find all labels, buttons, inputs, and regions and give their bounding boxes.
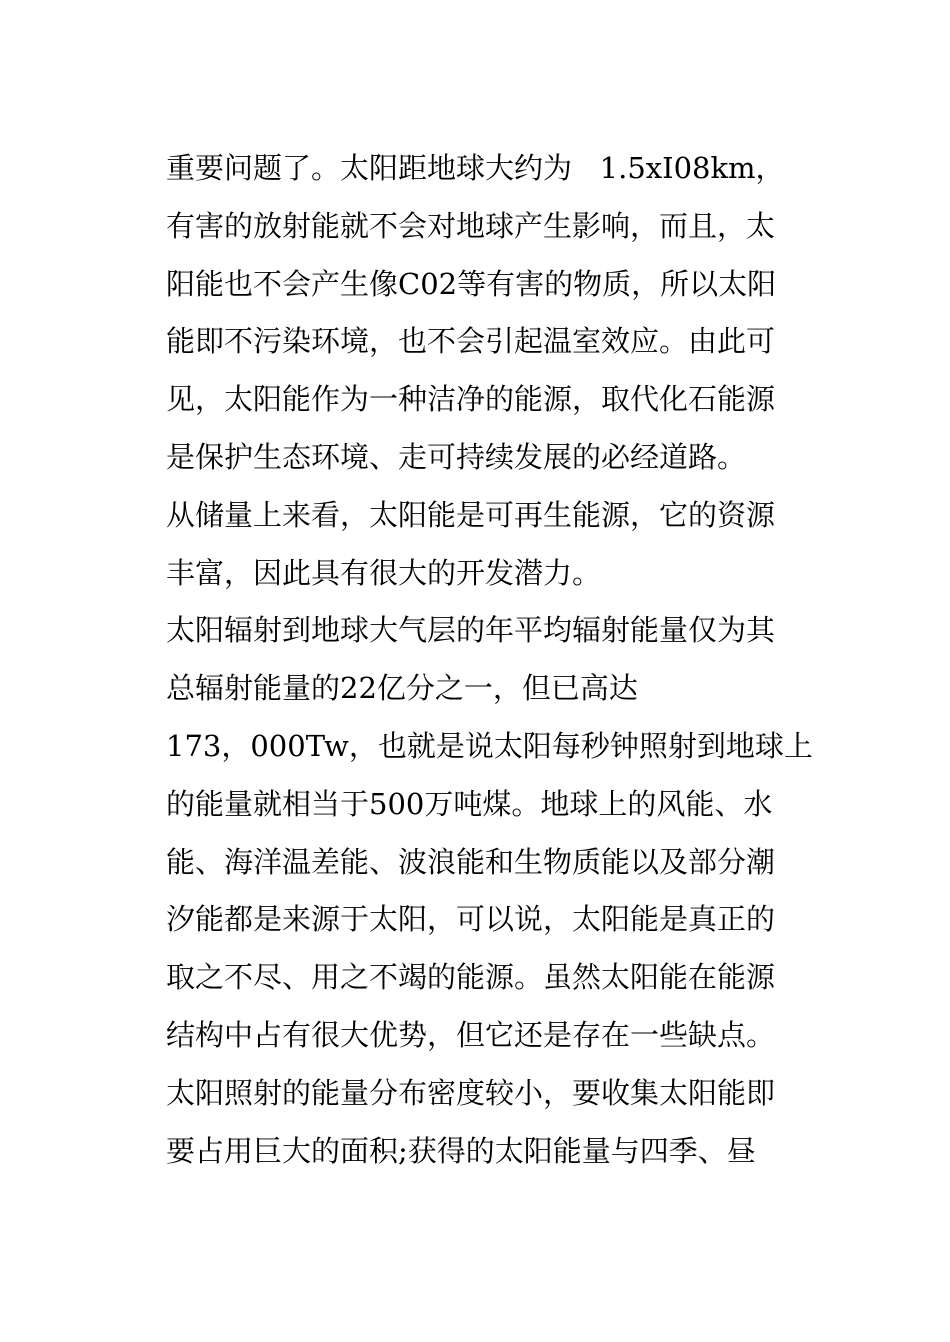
text-line: 重要问题了。太阳距地球大约为 1.5xI08km， — [166, 151, 785, 185]
text-line: 有害的放射能就不会对地球产生影响，而且，太 — [166, 208, 776, 243]
text-line: 的能量就相当于500万吨煤。地球上的风能、水 — [166, 786, 773, 821]
text-line: 阳能也不会产生像C02等有害的物质，所以太阳 — [166, 266, 777, 301]
text-line: 要占用巨大的面积;获得的太阳能量与四季、昼 — [166, 1133, 756, 1168]
text-line: 能即不污染环境，也不会引起温室效应。由此可 — [166, 324, 776, 359]
text-line: 汐能都是来源于太阳，可以说，太阳能是真正的 — [166, 902, 776, 937]
text-line: 能、海洋温差能、波浪能和生物质能以及部分潮 — [166, 844, 776, 879]
body-text — [166, 140, 813, 1180]
text-line: 是保护生态环境、走可持续发展的必经道路。 — [166, 439, 747, 474]
text-line: 总辐射能量的22亿分之一，但已高达 — [166, 671, 638, 706]
text-line: 太阳辐射到地球大气层的年平均辐射能量仅为其 — [166, 613, 776, 648]
text-line: 173，000Tw，也就是说太阳每秒钟照射到地球上 — [166, 728, 813, 763]
text-line: 太阳照射的能量分布密度较小，要收集太阳能即 — [166, 1075, 776, 1110]
text-line: 取之不尽、用之不竭的能源。虽然太阳能在能源 — [166, 960, 776, 995]
text-line: 从储量上来看，太阳能是可再生能源，它的资源 — [166, 497, 776, 532]
text-line: 见，太阳能作为一种洁净的能源，取代化石能源 — [166, 382, 776, 417]
text-line: 丰富，因此具有很大的开发潜力。 — [166, 555, 602, 590]
text-line: 结构中占有很大优势，但它还是存在一些缺点。 — [166, 1017, 776, 1052]
